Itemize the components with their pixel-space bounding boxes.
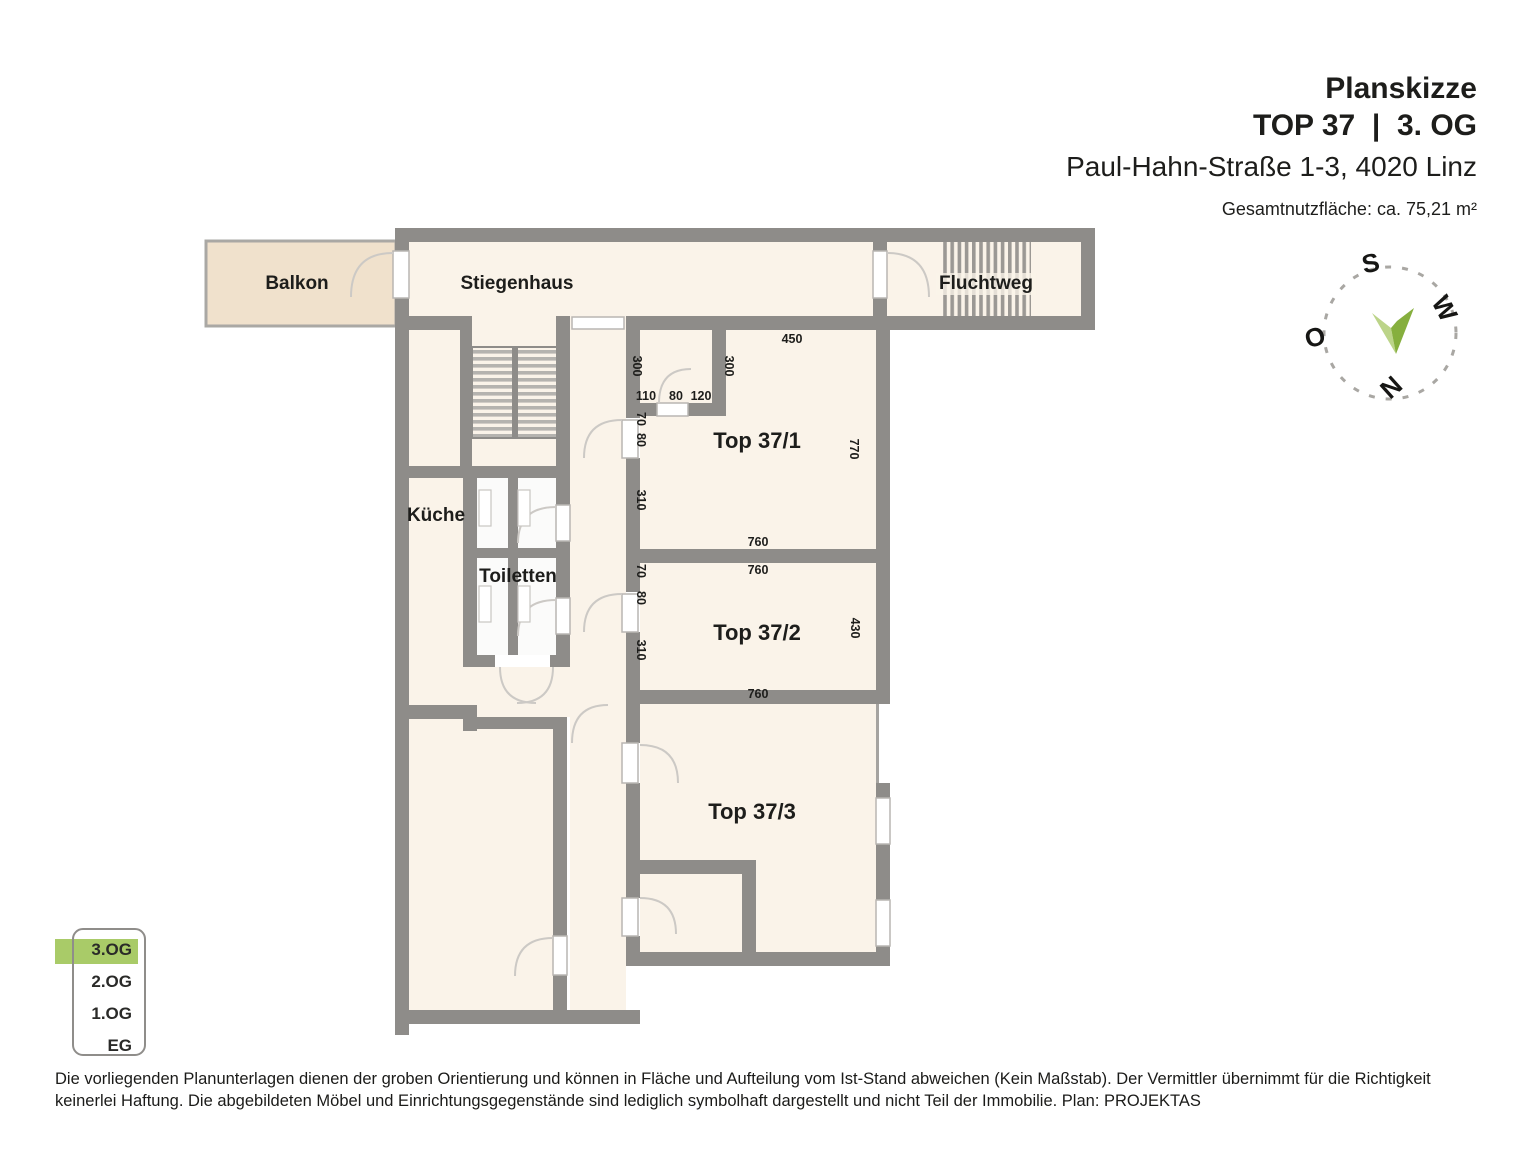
floor-item-2og[interactable]: 2.OG: [91, 972, 132, 991]
dim-760-2: 760: [747, 563, 769, 577]
title-block: [1066, 70, 1477, 220]
address-line: Paul-Hahn-Straße 1-3, 4020 Linz: [1066, 151, 1477, 182]
dim-80-1: 80: [634, 433, 648, 447]
dim-300-left: 300: [630, 355, 644, 377]
disclaimer: [55, 1068, 1495, 1112]
label-fluchtweg: Fluchtweg: [936, 273, 1036, 295]
room-corridor: [570, 330, 626, 1010]
dim-300-right: 300: [722, 355, 736, 377]
staircase: [472, 347, 558, 438]
label-stiegenhaus: Stiegenhaus: [460, 273, 574, 294]
compass-letter-o: O: [1301, 319, 1329, 355]
total-area-line: Gesamtnutzfläche: ca. 75,21 m²: [1221, 199, 1477, 219]
dim-430: 430: [848, 617, 862, 639]
label-top-37-2: Top 37/2: [713, 620, 801, 645]
label-toiletten: Toiletten: [479, 566, 557, 587]
dim-70-1: 70: [634, 412, 648, 426]
dim-760-1: 760: [747, 535, 769, 549]
floor-item-1og[interactable]: 1.OG: [91, 1004, 132, 1023]
disclaimer-line-1: Die vorliegenden Planunterlagen dienen der groben Orientierung und können in Fläche und Aufteilung vom Ist-Stand abweichen (Kein Maßstab). Der Vermittler übernimmt für die Richtigkeit: [55, 1070, 1431, 1088]
floor-item-eg[interactable]: EG: [107, 1036, 132, 1055]
dim-760-3: 760: [747, 687, 769, 701]
label-kueche: Küche: [406, 505, 466, 526]
room-top-37-3: [640, 704, 876, 952]
dim-450: 450: [781, 332, 803, 346]
dim-70-2: 70: [634, 564, 648, 578]
label-top-37-3: Top 37/3: [708, 799, 796, 824]
label-balkon: Balkon: [265, 273, 329, 294]
room-bottom-left: [409, 719, 553, 1010]
dim-120: 120: [690, 389, 712, 403]
compass-letter-s: S: [1358, 246, 1383, 280]
dim-80-top: 80: [669, 389, 683, 403]
compass-letter-n: N: [1374, 369, 1409, 405]
dim-110: 110: [635, 389, 657, 403]
unit-floor-line: TOP 37 | 3. OG: [1252, 109, 1477, 142]
label-top-37-1: Top 37/1: [713, 428, 801, 453]
disclaimer-line-2: keinerlei Haftung. Die abgebildeten Möbel und Einrichtungsgegenstände sind lediglich symbolhaft dargestellt und nicht Teil der Immobilie. Plan: PROJEKTAS: [55, 1092, 1201, 1110]
dim-770: 770: [847, 438, 861, 460]
dim-80-2: 80: [634, 591, 648, 605]
compass-letter-w: W: [1425, 290, 1464, 327]
floor-item-3og[interactable]: 3.OG: [91, 940, 132, 959]
room-stair-strip: [409, 330, 460, 478]
dim-310-1: 310: [634, 489, 648, 511]
page-title: Planskizze: [1325, 72, 1477, 105]
dim-310-2: 310: [634, 639, 648, 661]
